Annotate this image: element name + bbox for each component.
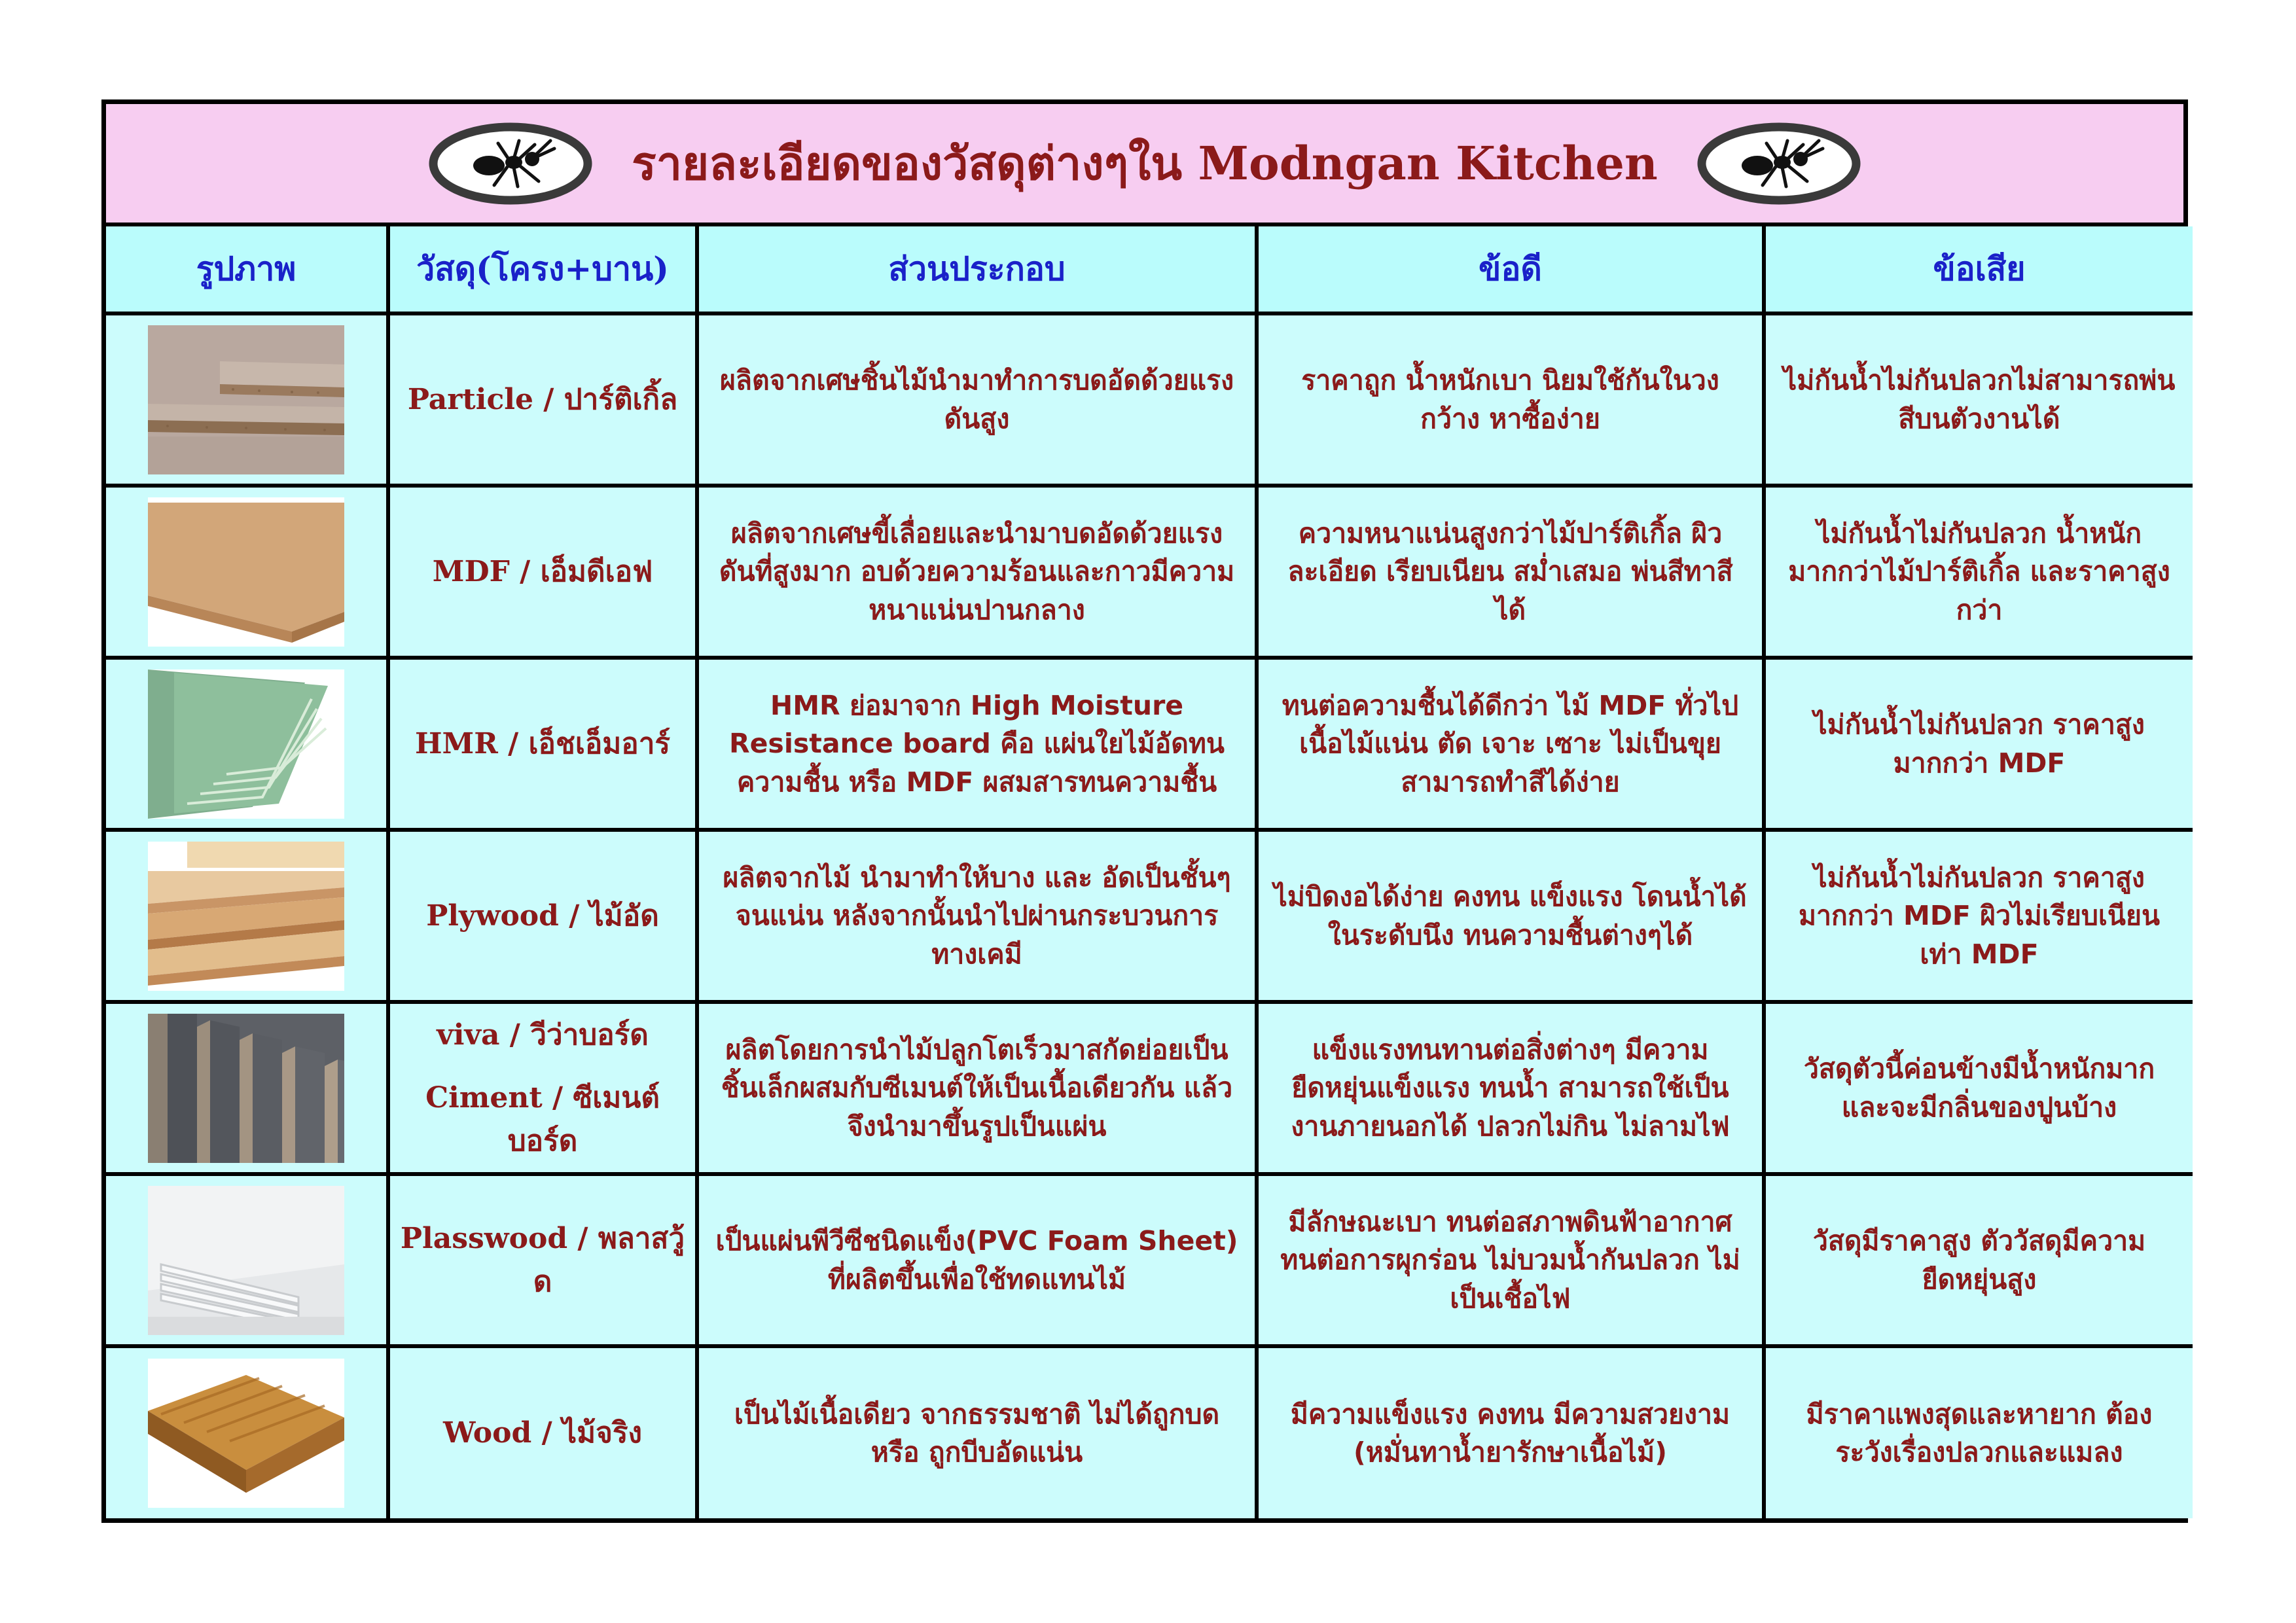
material-name: viva / วีว่าบอร์ด Ciment / ซีเมนต์บอร์ด [388,1002,697,1174]
material-name: Wood / ไม้จริง [388,1346,697,1518]
plywood-image [148,842,344,991]
solid-wood-image [148,1359,344,1508]
cons-text: ไม่กันน้ำไม่กันปลวก ราคาสูงมากกว่า MDF [1764,658,2193,830]
viva-ciment-board-image [148,1014,344,1163]
composition-text: ผลิตจากไม้ นำมาทำให้บาง และ อัดเป็นชั้นๆ จนแน่น หลังจากนั้นนำไปผ่านกระบวนการทางเคมี [697,830,1257,1002]
composition-text: เป็นแผ่นพีวีซีชนิดแข็ง(PVC Foam Sheet) ที่ผลิตขึ้นเพื่อใช้ทดแทนไม้ [697,1174,1257,1346]
composition-text: ผลิตจากเศษขี้เลื่อยและนำมาบดอัดด้วยแรงดันที่สูงมาก อบด้วยความร้อนและกาวมีความหนาแน่นปานกลาง [697,486,1257,658]
image-cell [106,1002,388,1174]
header-image: รูปภาพ [106,226,388,313]
particle-board-image [148,325,344,474]
table-row [106,313,2193,486]
pros-text: ราคาถูก น้ำหนักเบา นิยมใช้กันในวงกว้าง หาซื้อง่าย [1257,313,1764,486]
pros-text: ทนต่อความชื้นได้ดีกว่า ไม้ MDF ทั่วไป เนื้อไม้แน่น ตัด เจาะ เซาะ ไม่เป็นขุย สามารถทำสีได้ง่าย [1257,658,1764,830]
table-row [106,658,2193,830]
composition-text: HMR ย่อมาจาก High Moisture Resistance board คือ แผ่นใยไม้อัดทนความชื้น หรือ MDF ผสมสารทนความชื้น [697,658,1257,830]
header-cons: ข้อเสีย [1764,226,2193,313]
title-bar [106,104,2183,226]
cons-text: ไม่กันน้ำไม่กันปลวก ราคาสูงมากกว่า MDF ผิวไม่เรียบเนียนเท่า MDF [1764,830,2193,1002]
image-cell [106,486,388,658]
material-name: MDF / เอ็มดีเอฟ [388,486,697,658]
pros-text: ความหนาแน่นสูงกว่าไม้ปาร์ติเกิ้ล ผิวละเอียด เรียบเนียน สม่ำเสมอ พ่นสีทาสีได้ [1257,486,1764,658]
pros-text: ไม่บิดงอได้ง่าย คงทน แข็งแรง โดนน้ำได้ในระดับนึง ทนความชื้นต่างๆได้ [1257,830,1764,1002]
composition-text: ผลิตจากเศษชิ้นไม้นำมาทำการบดอัดด้วยแรงดันสูง [697,313,1257,486]
image-cell [106,830,388,1002]
cons-text: ไม่กันน้ำไม่กันปลวก น้ำหนักมากกว่าไม้ปาร์ติเกิ้ล และราคาสูงกว่า [1764,486,2193,658]
material-name: Particle / ปาร์ติเกิ้ล [388,313,697,486]
image-cell [106,313,388,486]
table-row [106,486,2193,658]
header-composition: ส่วนประกอบ [697,226,1257,313]
cons-text: วัสดุตัวนี้ค่อนข้างมีน้ำหนักมากและจะมีกลิ่นของปูนบ้าง [1764,1002,2193,1174]
pros-text: มีลักษณะเบา ทนต่อสภาพดินฟ้าอากาศ ทนต่อการผุกร่อน ไม่บวมน้ำกันปลวก ไม่เป็นเชื้อไฟ [1257,1174,1764,1346]
cons-text: ไม่กันน้ำไม่กันปลวกไม่สามารถพ่นสีบนตัวงานได้ [1764,313,2193,486]
header-row [106,226,2193,313]
material-name: Plasswood / พลาสวู้ด [388,1174,697,1346]
image-cell [106,1174,388,1346]
table-row [106,1346,2193,1518]
table-row [106,830,2193,1002]
material-name: Plywood / ไม้อัด [388,830,697,1002]
cons-text: มีราคาแพงสุดและหายาก ต้องระวังเรื่องปลวกและแมลง [1764,1346,2193,1518]
ant-logo-icon [1697,121,1861,206]
composition-text: เป็นไม้เนื้อเดียว จากธรรมชาติ ไม่ได้ถูกบด หรือ ถูกบีบอัดแน่น [697,1346,1257,1518]
mdf-board-image [148,497,344,647]
plasswood-image [148,1186,344,1335]
pros-text: แข็งแรงทนทานต่อสิ่งต่างๆ มีความยืดหยุ่นแข็งแรง ทนน้ำ สามารถใช้เป็นงานภายนอกได้ ปลวกไม่กิน ไม่ลามไฟ [1257,1002,1764,1174]
page-title: รายละเอียดของวัสดุต่างๆใน Modngan Kitchen [632,136,1658,190]
header-material: วัสดุ(โครง+บาน) [388,226,697,313]
materials-sheet [101,99,2188,1523]
image-cell [106,658,388,830]
table-row [106,1002,2193,1174]
header-pros: ข้อดี [1257,226,1764,313]
table-row [106,1174,2193,1346]
image-cell [106,1346,388,1518]
ant-logo-icon [429,121,592,206]
hmr-board-image [148,669,344,819]
cons-text: วัสดุมีราคาสูง ตัววัสดุมีความยืดหยุ่นสูง [1764,1174,2193,1346]
material-name: HMR / เอ็ชเอ็มอาร์ [388,658,697,830]
materials-table [106,226,2193,1518]
pros-text: มีความแข็งแรง คงทน มีความสวยงาม (หมั่นทาน้ำยารักษาเนื้อไม้) [1257,1346,1764,1518]
composition-text: ผลิตโดยการนำไม้ปลูกโตเร็วมาสกัดย่อยเป็นชิ้นเล็กผสมกับซีเมนต์ให้เป็นเนื้อเดียวกัน แล้วจึงนำมาขึ้นรูปเป็นแผ่น [697,1002,1257,1174]
